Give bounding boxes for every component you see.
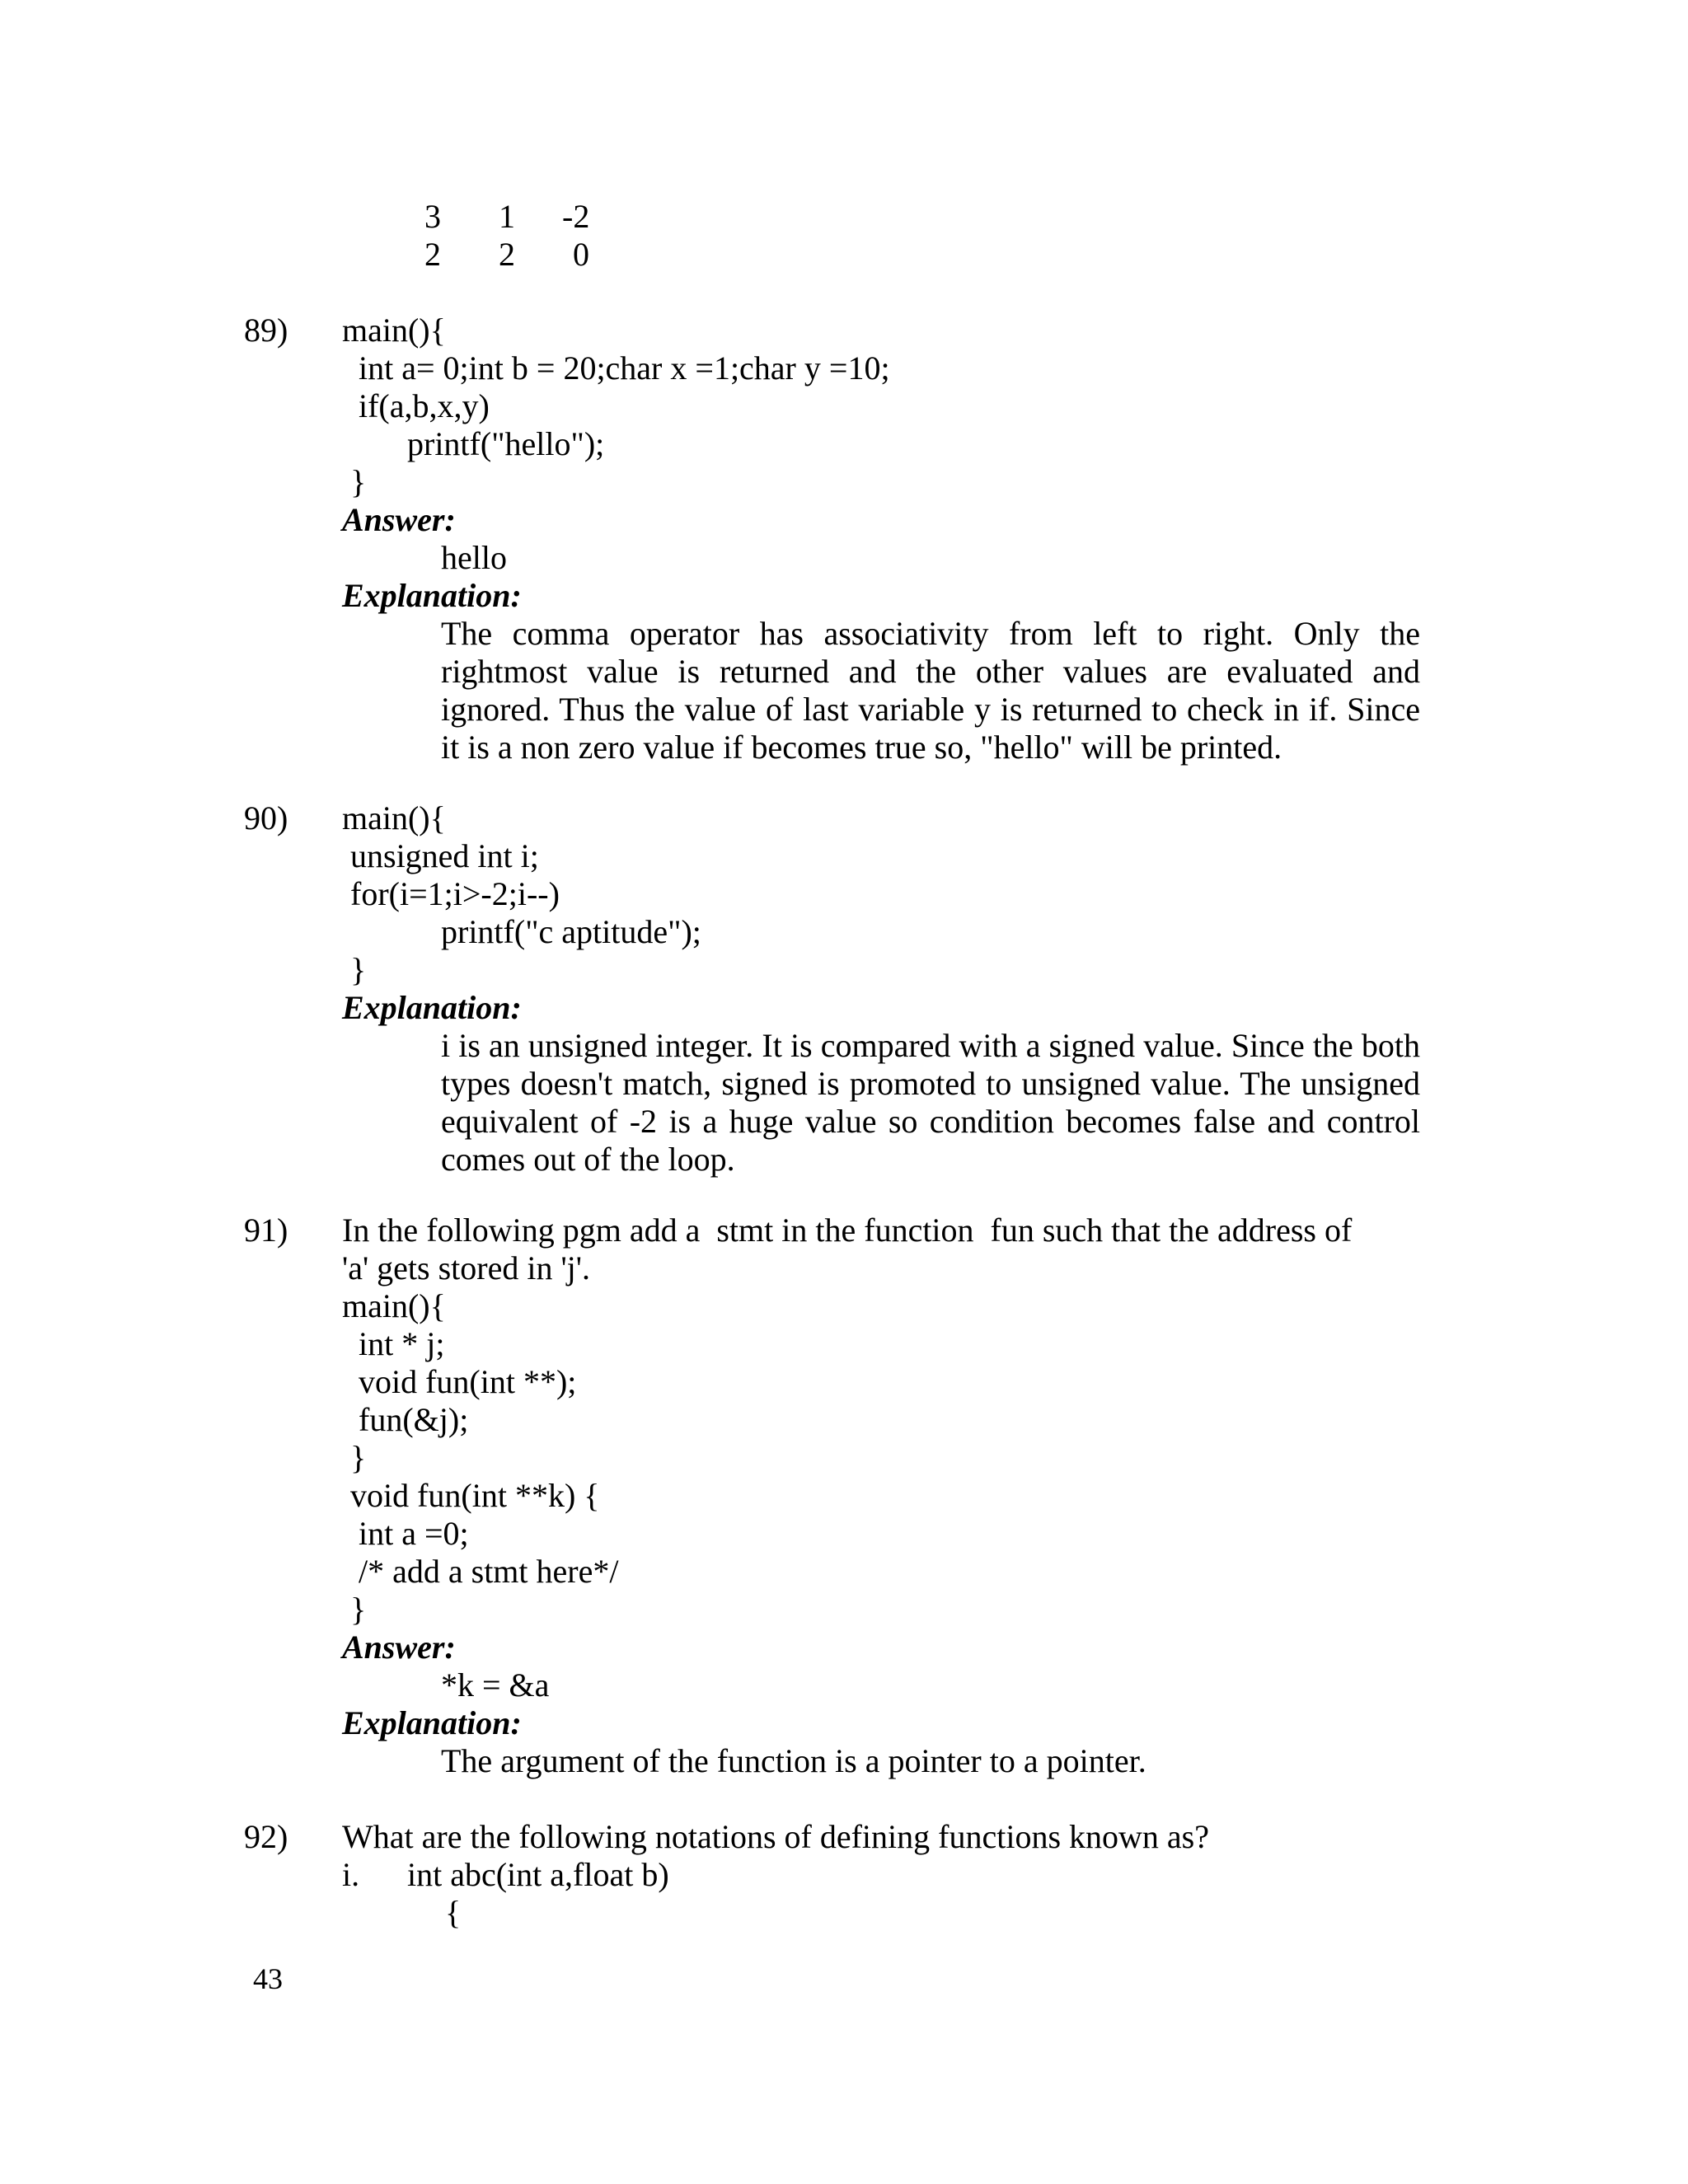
question-text: 'a' gets stored in 'j'. xyxy=(342,1249,590,1286)
code-line: printf("c aptitude"); xyxy=(441,913,701,950)
question-number: 91) xyxy=(244,1212,288,1249)
matrix-cell: 1 xyxy=(499,198,515,235)
list-marker: i. xyxy=(342,1856,360,1893)
code-line: int abc(int a,float b) xyxy=(407,1856,669,1893)
explanation-text: The argument of the function is a pointer to a pointer. xyxy=(441,1742,1146,1779)
explanation-text: The comma operator has associativity from left to right. Only the rightmost value is returned and the other values are evaluated and ignored. Thus the value of last variable y is returned to check in if. Since it is a non zero value if becomes true so, "hello" will be printed. xyxy=(441,615,1420,766)
code-line: main(){ xyxy=(342,312,446,349)
question-text: What are the following notations of defining functions known as? xyxy=(342,1818,1209,1855)
code-line: int a =0; xyxy=(342,1515,469,1552)
code-line: if(a,b,x,y) xyxy=(350,387,490,424)
code-line: /* add a stmt here*/ xyxy=(342,1553,619,1590)
page-number: 43 xyxy=(253,1962,283,1995)
explanation-label: Explanation: xyxy=(342,989,522,1026)
code-line: int * j; xyxy=(342,1325,445,1362)
explanation-label: Explanation: xyxy=(342,1704,522,1741)
matrix-cell: -2 xyxy=(562,198,590,235)
explanation-text: i is an unsigned integer. It is compared with a signed value. Since the both types doesn't match, signed is promoted to unsigned value. The unsigned equivalent of -2 is a huge value so condition becomes false and control comes out of the loop. xyxy=(441,1027,1420,1178)
code-line: void fun(int **k) { xyxy=(342,1477,600,1514)
matrix-cell: 2 xyxy=(424,236,441,273)
question-text: In the following pgm add a stmt in the function fun such that the address of xyxy=(342,1212,1353,1249)
code-line: void fun(int **); xyxy=(342,1363,577,1400)
code-line: { xyxy=(445,1894,462,1931)
question-number: 90) xyxy=(244,799,288,837)
code-line: fun(&j); xyxy=(342,1401,469,1438)
code-line: } xyxy=(350,463,367,500)
matrix-cell: 2 xyxy=(499,236,515,273)
question-number: 89) xyxy=(244,312,288,349)
code-line: for(i=1;i>-2;i--) xyxy=(342,875,560,912)
code-line: main(){ xyxy=(342,1287,446,1324)
explanation-label: Explanation: xyxy=(342,577,522,614)
code-line: unsigned int i; xyxy=(342,837,539,874)
answer-text: *k = &a xyxy=(441,1666,550,1704)
answer-label: Answer: xyxy=(342,1629,456,1666)
code-line: main(){ xyxy=(342,799,446,837)
answer-label: Answer: xyxy=(342,501,456,538)
answer-text: hello xyxy=(441,539,507,576)
code-line: int a= 0;int b = 20;char x =1;char y =10; xyxy=(350,349,890,387)
code-line: } xyxy=(342,1439,367,1476)
code-line: } xyxy=(350,951,367,988)
question-number: 92) xyxy=(244,1818,288,1855)
matrix-cell: 0 xyxy=(573,236,589,273)
matrix-cell: 3 xyxy=(424,198,441,235)
code-line: printf("hello"); xyxy=(407,425,605,462)
code-line: } xyxy=(342,1591,367,1628)
